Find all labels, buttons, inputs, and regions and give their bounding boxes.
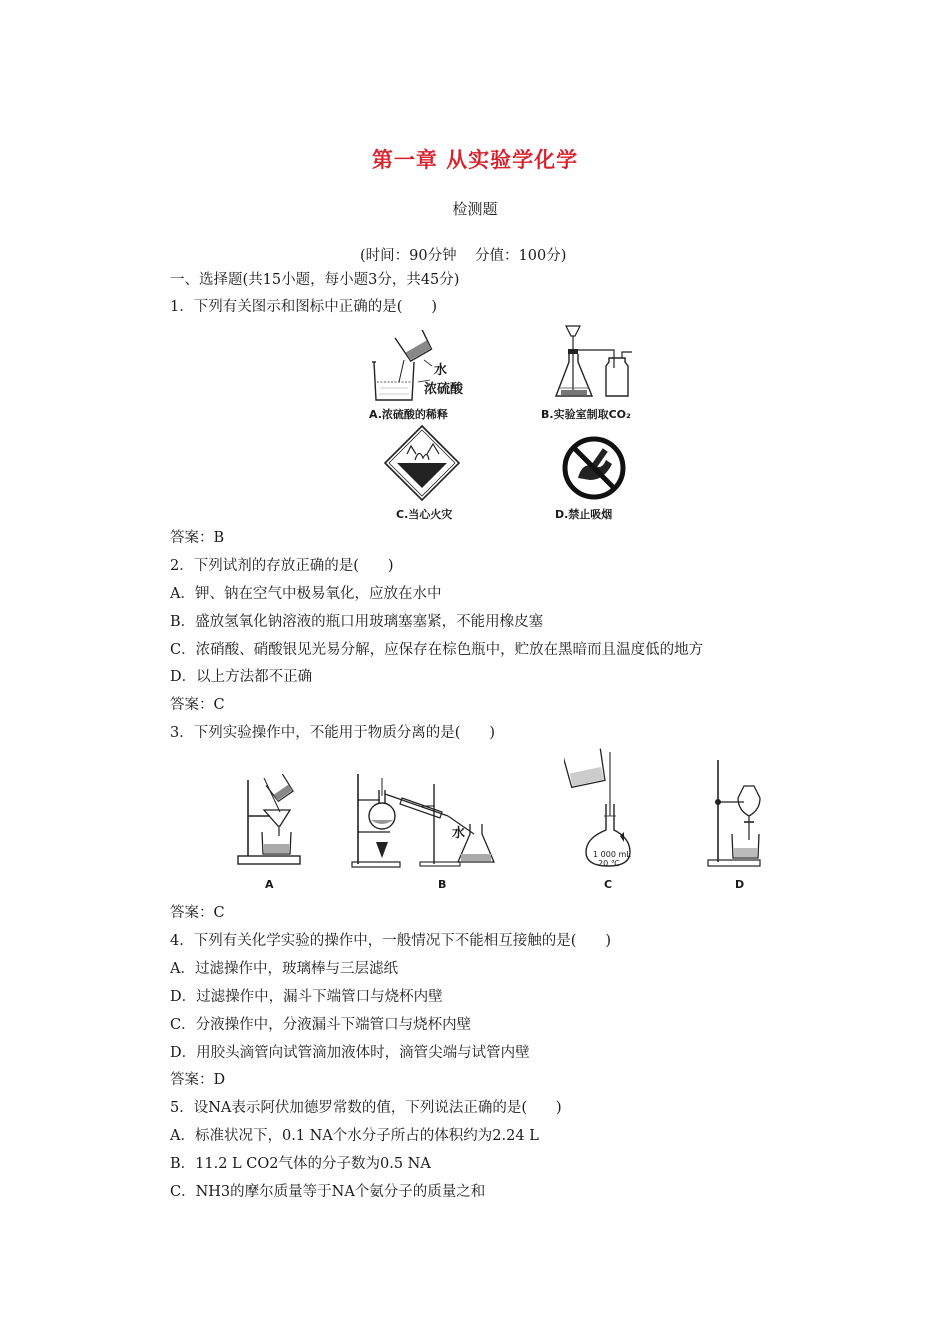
subtitle: 检测题 [452,200,498,218]
q5-stem: 5．设NA表示阿伏加德罗常数的值，下列说法正确的是( ) [170,1100,562,1116]
q2-option-d: D．以上方法都不正确 [170,669,313,685]
q1-caption-a: A.浓硫酸的稀释 [369,408,448,421]
q3-label-flask-temp: 20 ℃ [598,859,620,868]
q3-answer: 答案：C [170,905,225,921]
chapter-title: 第一章 从实验学化学 [371,147,579,172]
section-heading: 一、选择题(共15小题，每小题3分，共45分) [170,272,460,288]
q1-stem: 1．下列有关图示和图标中正确的是( ) [170,299,438,315]
q4-option-c: C．分液操作中，分液漏斗下端管口与烧杯内壁 [170,1017,472,1033]
q3-figure-a-filtration [234,768,310,868]
q1-caption-b: B.实验室制取CO₂ [541,408,631,421]
q1-caption-d: D.禁止吸烟 [555,508,613,521]
q4-option-b: D．过滤操作中，漏斗下端管口与烧杯内壁 [170,989,443,1005]
q4-answer: 答案：D [170,1072,226,1088]
q3-label-water: 水 [452,826,466,841]
q1-caption-c: C.当心火灾 [396,508,453,521]
q3-figure-d-separatory-funnel [704,758,770,868]
q2-stem: 2．下列试剂的存放正确的是( ) [170,558,394,574]
q4-option-d: D．用胶头滴管向试管滴加液体时，滴管尖端与试管内壁 [170,1045,530,1061]
q2-option-a: A．钾、钠在空气中极易氧化，应放在水中 [170,586,442,602]
q5-option-c: C．NH3的摩尔质量等于NA个氨分子的质量之和 [170,1184,486,1200]
q1-label-acid: 浓硫酸 [424,382,464,397]
q3-label-b: B [438,878,447,891]
q3-label-d: D [735,878,745,891]
q3-label-flask-volume: 1 000 mL [593,850,631,859]
q3-label-c: C [604,878,613,891]
q3-stem: 3．下列实验操作中，不能用于物质分离的是( ) [170,725,496,741]
q2-option-b: B．盛放氢氧化钠溶液的瓶口用玻璃塞塞紧，不能用橡皮塞 [170,614,544,630]
q5-option-b: B．11.2 L CO2气体的分子数为0.5 NA [170,1156,431,1172]
q2-answer: 答案：C [170,697,225,713]
q5-option-a: A．标准状况下，0.1 NA个水分子所占的体积约为2.24 L [170,1128,539,1144]
q4-stem: 4．下列有关化学实验的操作中，一般情况下不能相互接触的是( ) [170,933,612,949]
q1-answer: 答案：B [170,530,225,546]
q3-label-a: A [265,878,274,891]
q2-option-c: C．浓硝酸、硝酸银见光易分解，应保存在棕色瓶中，贮放在黑暗而且温度低的地方 [170,642,704,658]
q4-option-a: A．过滤操作中，玻璃棒与三层滤纸 [170,961,398,977]
q1-figure-b-co2-apparatus [552,322,636,406]
q1-figure-d-no-smoking-icon [560,434,628,502]
q1-label-water: 水 [434,363,448,378]
q1-figure-c-warning-sign [383,424,461,502]
q3-figure-b-distillation [350,772,498,868]
exam-info: (时间：90分钟 分值：100分) [360,248,567,264]
